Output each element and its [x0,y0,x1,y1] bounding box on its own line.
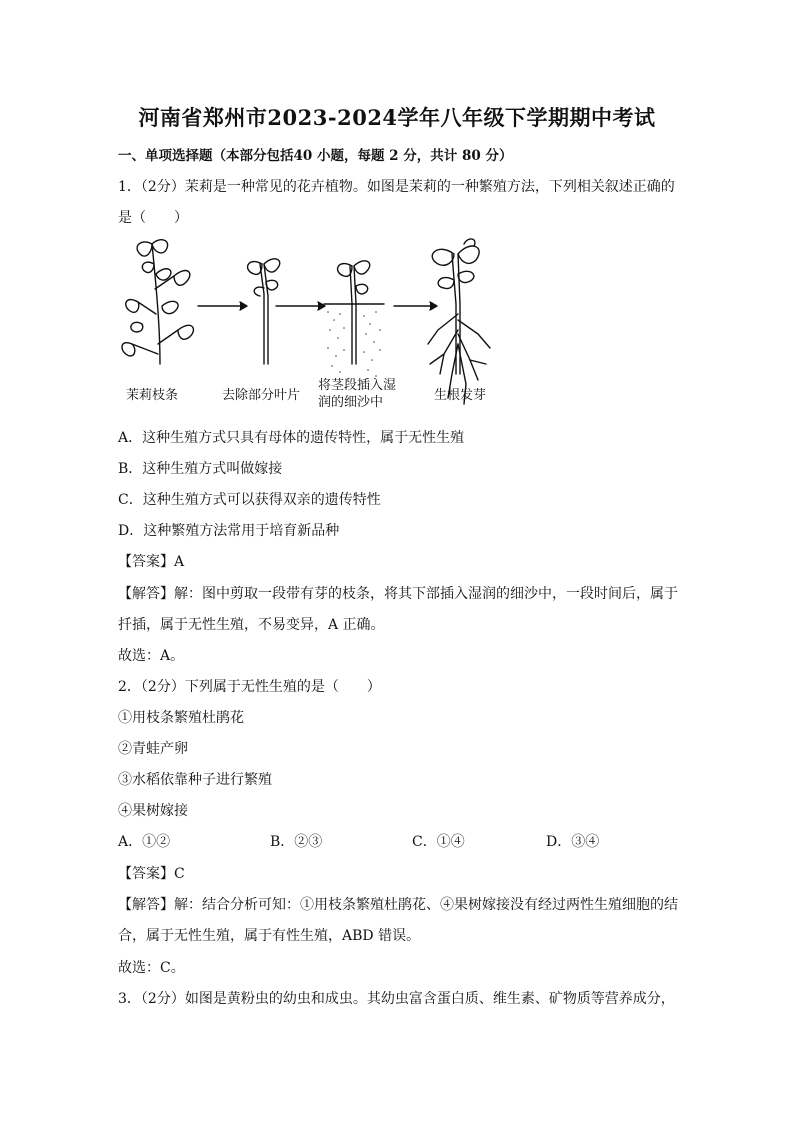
q1-option-b: B．这种生殖方式叫做嫁接 [118,461,283,477]
q1-figure [118,234,498,412]
q2-item-4: ④果树嫁接 [118,803,188,819]
q2-option-c: C．①④ [412,834,465,850]
rooted-plant-illustration [428,239,490,404]
caption-insert-line1: 将茎段插入湿 [318,378,397,393]
q2-analysis-line2: 合，属于无性生殖，属于有性生殖，ABD 错误。 [118,928,421,944]
q1-stem-line1: 1．（2分）茉莉是一种常见的花卉植物。如图是茉莉的一种繁殖方法，下列相关叙述正确的 [118,179,675,195]
caption-remove-leaves: 去除部分叶片 [222,388,301,403]
q2-analysis-line1: 【解答】解：结合分析可知：①用枝条繁殖杜鹃花、④果树嫁接没有经过两性生殖细胞的结 [118,897,678,913]
q2-choose: 故选：C。 [118,960,185,976]
caption-jasmine-branch: 茉莉枝条 [126,388,179,403]
q1-choose: 故选：A。 [118,648,185,664]
q3-stem-line1: 3．（2分）如图是黄粉虫的幼虫和成虫。其幼虫富含蛋白质、维生素、矿物质等营养成分， [118,991,675,1007]
q1-stem-line2: 是（ ） [118,210,188,226]
q1-answer: 【答案】A [118,554,185,570]
q1-option-c: C．这种生殖方式可以获得双亲的遗传特性 [118,492,381,508]
sand-texture [327,311,381,383]
q2-answer: 【答案】C [118,866,185,882]
section-heading: 一、单项选择题（本部分包括40 小题，每题 2 分，共计 80 分） [118,148,513,164]
q2-item-1: ①用枝条繁殖杜鹃花 [118,710,244,726]
q1-analysis-line2: 扦插，属于无性生殖，不易变异，A 正确。 [118,617,385,633]
q1-analysis-line1: 【解答】解：图中剪取一段带有芽的枝条，将其下部插入湿润的细沙中，一段时间后，属于 [118,586,678,602]
q1-option-a: A．这种生殖方式只具有母体的遗传特性，属于无性生殖 [118,430,465,446]
propagation-diagram [118,234,498,412]
q2-option-d: D．③④ [546,834,600,850]
caption-rooting: 生根发芽 [434,388,487,403]
q2-option-b: B．②③ [270,834,323,850]
q2-stem: 2．（2分）下列属于无性生殖的是（ ） [118,679,381,695]
jasmine-branch-illustration [122,240,193,364]
cutting-illustration [248,259,280,364]
caption-insert-line2: 润的细沙中 [318,395,384,410]
q2-item-2: ②青蛙产卵 [118,741,188,757]
q2-item-3: ③水稻依靠种子进行繁殖 [118,772,272,788]
q1-option-d: D．这种繁殖方法常用于培育新品种 [118,523,340,539]
sand-insertion-illustration [324,261,384,364]
page-title: 河南省郑州市2023-2024学年八年级下学期期中考试 [138,105,656,130]
q2-option-a: A．①② [118,834,171,850]
